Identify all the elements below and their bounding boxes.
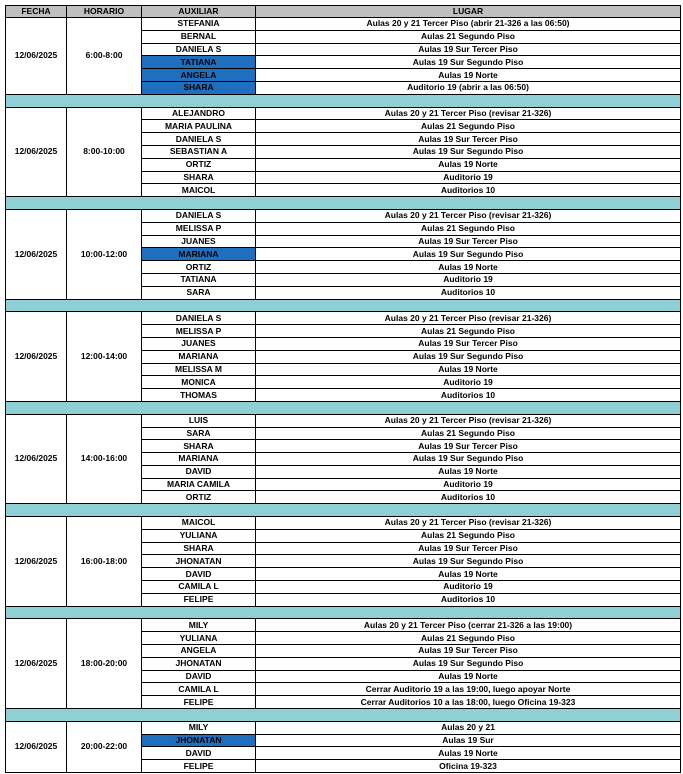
auxiliar-cell: MELISSA P [142, 325, 256, 338]
separator-cell [6, 197, 681, 210]
lugar-cell: Aulas 20 y 21 Tercer Piso (revisar 21-326) [256, 312, 681, 325]
lugar-cell: Aulas 20 y 21 Tercer Piso (revisar 21-326) [256, 107, 681, 120]
lugar-cell: Aulas 19 Norte [256, 158, 681, 171]
auxiliar-cell: JHONATAN [142, 734, 256, 747]
lugar-cell: Aulas 19 Sur Segundo Piso [256, 555, 681, 568]
auxiliar-cell: FELIPE [142, 593, 256, 606]
table-row [6, 721, 681, 734]
lugar-cell: Auditorios 10 [256, 389, 681, 402]
table-row [6, 312, 681, 325]
auxiliar-cell: SARA [142, 286, 256, 299]
lugar-cell: Aulas 21 Segundo Piso [256, 120, 681, 133]
schedule-body [6, 18, 681, 773]
horario-cell: 8:00-10:00 [67, 107, 142, 197]
separator-cell [6, 299, 681, 312]
schedule-table [5, 5, 681, 773]
auxiliar-cell: SHARA [142, 171, 256, 184]
table-row [6, 619, 681, 632]
lugar-cell: Aulas 21 Segundo Piso [256, 222, 681, 235]
lugar-cell: Aulas 20 y 21 Tercer Piso (cerrar 21-326 a las 19:00) [256, 619, 681, 632]
table-row [6, 107, 681, 120]
auxiliar-cell: SEBASTIAN A [142, 145, 256, 158]
fecha-cell: 12/06/2025 [6, 312, 67, 402]
fecha-cell: 12/06/2025 [6, 517, 67, 607]
lugar-cell: Aulas 19 Norte [256, 670, 681, 683]
horario-cell: 12:00-14:00 [67, 312, 142, 402]
auxiliar-cell: YULIANA [142, 529, 256, 542]
lugar-cell: Aulas 19 Sur Tercer Piso [256, 645, 681, 658]
lugar-cell: Aulas 21 Segundo Piso [256, 529, 681, 542]
auxiliar-cell: BERNAL [142, 30, 256, 43]
auxiliar-cell: JHONATAN [142, 555, 256, 568]
lugar-cell: Aulas 20 y 21 [256, 721, 681, 734]
lugar-cell: Auditorio 19 (abrir a las 06:50) [256, 81, 681, 94]
block-separator [6, 606, 681, 619]
horario-cell: 16:00-18:00 [67, 517, 142, 607]
header-fecha: FECHA [6, 6, 67, 18]
auxiliar-cell: DANIELA S [142, 43, 256, 56]
table-row [6, 209, 681, 222]
lugar-cell: Aulas 19 Norte [256, 747, 681, 760]
auxiliar-cell: YULIANA [142, 632, 256, 645]
separator-cell [6, 606, 681, 619]
auxiliar-cell: MARIA PAULINA [142, 120, 256, 133]
auxiliar-cell: JHONATAN [142, 657, 256, 670]
header-horario: HORARIO [67, 6, 142, 18]
lugar-cell: Aulas 21 Segundo Piso [256, 325, 681, 338]
block-separator [6, 299, 681, 312]
auxiliar-cell: DANIELA S [142, 133, 256, 146]
auxiliar-cell: DANIELA S [142, 209, 256, 222]
auxiliar-cell: MELISSA M [142, 363, 256, 376]
fecha-cell: 12/06/2025 [6, 721, 67, 772]
lugar-cell: Aulas 21 Segundo Piso [256, 427, 681, 440]
auxiliar-cell: ORTIZ [142, 261, 256, 274]
auxiliar-cell: MARIA CAMILA [142, 478, 256, 491]
header-row [6, 6, 681, 18]
lugar-cell: Aulas 19 Sur [256, 734, 681, 747]
lugar-cell: Cerrar Auditorio 19 a las 19:00, luego apoyar Norte [256, 683, 681, 696]
fecha-cell: 12/06/2025 [6, 107, 67, 197]
auxiliar-cell: JUANES [142, 337, 256, 350]
lugar-cell: Aulas 19 Sur Tercer Piso [256, 440, 681, 453]
auxiliar-cell: ALEJANDRO [142, 107, 256, 120]
auxiliar-cell: DANIELA S [142, 312, 256, 325]
auxiliar-cell: STEFANIA [142, 18, 256, 31]
auxiliar-cell: CAMILA L [142, 683, 256, 696]
auxiliar-cell: MONICA [142, 376, 256, 389]
auxiliar-cell: SARA [142, 427, 256, 440]
lugar-cell: Oficina 19-323 [256, 760, 681, 773]
block-separator [6, 197, 681, 210]
lugar-cell: Aulas 19 Sur Segundo Piso [256, 145, 681, 158]
auxiliar-cell: TATIANA [142, 273, 256, 286]
auxiliar-cell: ANGELA [142, 645, 256, 658]
horario-cell: 10:00-12:00 [67, 209, 142, 299]
lugar-cell: Auditorio 19 [256, 273, 681, 286]
lugar-cell: Aulas 21 Segundo Piso [256, 632, 681, 645]
block-separator [6, 401, 681, 414]
table-row [6, 414, 681, 427]
lugar-cell: Aulas 20 y 21 Tercer Piso (revisar 21-326) [256, 209, 681, 222]
lugar-cell: Aulas 19 Sur Tercer Piso [256, 133, 681, 146]
auxiliar-cell: ORTIZ [142, 158, 256, 171]
lugar-cell: Aulas 20 y 21 Tercer Piso (abrir 21-326 a las 06:50) [256, 18, 681, 31]
auxiliar-cell: SHARA [142, 542, 256, 555]
separator-cell [6, 401, 681, 414]
table-row [6, 18, 681, 31]
auxiliar-cell: ANGELA [142, 69, 256, 82]
lugar-cell: Aulas 19 Sur Segundo Piso [256, 350, 681, 363]
lugar-cell: Aulas 20 y 21 Tercer Piso (revisar 21-326) [256, 414, 681, 427]
lugar-cell: Aulas 19 Sur Tercer Piso [256, 235, 681, 248]
lugar-cell: Aulas 19 Sur Segundo Piso [256, 248, 681, 261]
auxiliar-cell: MARIANA [142, 350, 256, 363]
fecha-cell: 12/06/2025 [6, 18, 67, 95]
auxiliar-cell: MARIANA [142, 248, 256, 261]
auxiliar-cell: MILY [142, 619, 256, 632]
header-auxiliar: AUXILIAR [142, 6, 256, 18]
auxiliar-cell: JUANES [142, 235, 256, 248]
lugar-cell: Aulas 20 y 21 Tercer Piso (revisar 21-326) [256, 517, 681, 530]
lugar-cell: Auditorio 19 [256, 581, 681, 594]
lugar-cell: Aulas 19 Norte [256, 69, 681, 82]
auxiliar-cell: DAVID [142, 747, 256, 760]
auxiliar-cell: MAICOL [142, 184, 256, 197]
header-lugar: LUGAR [256, 6, 681, 18]
auxiliar-cell: MARIANA [142, 453, 256, 466]
lugar-cell: Auditorios 10 [256, 593, 681, 606]
lugar-cell: Auditorio 19 [256, 478, 681, 491]
lugar-cell: Aulas 19 Sur Segundo Piso [256, 56, 681, 69]
horario-cell: 14:00-16:00 [67, 414, 142, 504]
auxiliar-cell: THOMAS [142, 389, 256, 402]
lugar-cell: Aulas 19 Sur Tercer Piso [256, 542, 681, 555]
lugar-cell: Auditorios 10 [256, 286, 681, 299]
lugar-cell: Aulas 19 Norte [256, 465, 681, 478]
auxiliar-cell: FELIPE [142, 760, 256, 773]
auxiliar-cell: LUIS [142, 414, 256, 427]
table-row [6, 517, 681, 530]
separator-cell [6, 504, 681, 517]
lugar-cell: Auditorio 19 [256, 171, 681, 184]
auxiliar-cell: CAMILA L [142, 581, 256, 594]
auxiliar-cell: MILY [142, 721, 256, 734]
lugar-cell: Aulas 21 Segundo Piso [256, 30, 681, 43]
block-separator [6, 94, 681, 107]
auxiliar-cell: MAICOL [142, 517, 256, 530]
fecha-cell: 12/06/2025 [6, 209, 67, 299]
lugar-cell: Auditorios 10 [256, 491, 681, 504]
fecha-cell: 12/06/2025 [6, 619, 67, 709]
lugar-cell: Aulas 19 Norte [256, 568, 681, 581]
auxiliar-cell: SHARA [142, 440, 256, 453]
auxiliar-cell: DAVID [142, 465, 256, 478]
separator-cell [6, 94, 681, 107]
lugar-cell: Aulas 19 Sur Segundo Piso [256, 453, 681, 466]
fecha-cell: 12/06/2025 [6, 414, 67, 504]
lugar-cell: Aulas 19 Sur Tercer Piso [256, 337, 681, 350]
horario-cell: 20:00-22:00 [67, 721, 142, 772]
lugar-cell: Aulas 19 Sur Tercer Piso [256, 43, 681, 56]
auxiliar-cell: MELISSA P [142, 222, 256, 235]
block-separator [6, 504, 681, 517]
lugar-cell: Cerrar Auditorios 10 a las 18:00, luego Oficina 19-323 [256, 696, 681, 709]
block-separator [6, 709, 681, 722]
lugar-cell: Auditorios 10 [256, 184, 681, 197]
lugar-cell: Aulas 19 Norte [256, 363, 681, 376]
horario-cell: 6:00-8:00 [67, 18, 142, 95]
auxiliar-cell: ORTIZ [142, 491, 256, 504]
separator-cell [6, 709, 681, 722]
lugar-cell: Aulas 19 Sur Segundo Piso [256, 657, 681, 670]
lugar-cell: Auditorio 19 [256, 376, 681, 389]
auxiliar-cell: DAVID [142, 568, 256, 581]
auxiliar-cell: SHARA [142, 81, 256, 94]
auxiliar-cell: TATIANA [142, 56, 256, 69]
auxiliar-cell: DAVID [142, 670, 256, 683]
horario-cell: 18:00-20:00 [67, 619, 142, 709]
lugar-cell: Aulas 19 Norte [256, 261, 681, 274]
auxiliar-cell: FELIPE [142, 696, 256, 709]
